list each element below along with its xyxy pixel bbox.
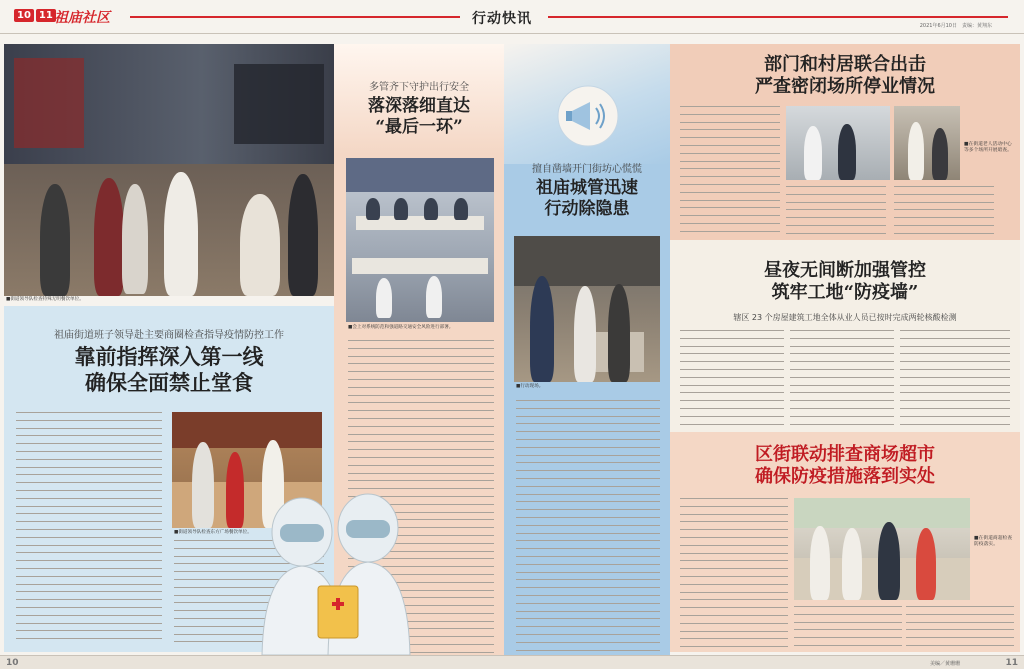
photo-caption: ■行动现场。 [516,384,544,389]
story-headline [686,444,1004,488]
headline-line: “最后一环” [375,116,463,137]
hazmat-workers-illustration [240,490,430,655]
venue-closure-panel [670,44,1020,240]
enforcement-photo [514,236,660,382]
footer-page-number-left: 10 [6,658,19,668]
photo-caption: ■街道领导队检查特殊无明餐饮单位。 [6,297,84,302]
page-number-right: 11 [36,9,56,22]
article-body [790,330,894,426]
photo-caption: ■在街道商超检查防疫落实。 [974,536,1013,547]
footer-editor: 美编／黄珊珊 [929,661,960,667]
story-kicker: 擅自凿墙开门街坊心慌慌 [532,164,642,175]
column-title: 行动快讯 [472,11,532,27]
article-body [894,186,994,236]
page-number-badge [14,9,56,22]
headline-line: 落深落细直达 [368,96,470,116]
header-rule-left [130,16,460,18]
mall-photo [794,498,970,600]
section-name: 祖庙社区 [54,10,110,26]
article-body [680,106,780,234]
story-headline [504,178,670,219]
header-rule-right [548,16,1008,18]
dateline: 2021年6月10日 责编：黄翔东 [919,23,992,29]
headline-line: 靠前指挥深入第一线 [74,344,264,369]
article-body [794,606,902,648]
headline-line: 筑牢工地“防疫墙” [771,281,919,303]
story-kicker: 多管齐下守护出行安全 [369,82,469,93]
headline-line: 祖庙城管迅速 [536,178,638,198]
story-subhead: 辖区 23 个房屋建筑工地全体从业人员已按时完成两轮核酸检测 [733,313,957,322]
urban-management-panel [504,44,670,666]
article-body [906,606,1014,648]
story-headline [334,96,504,137]
photo-caption: ■在街道老人活动中心等多个场所开展暗查。 [964,142,1012,153]
page-header [0,0,1024,34]
headline-line: 确保全面禁止堂食 [85,369,253,395]
headline-line: 区街联动排查商场超市 [755,444,935,465]
construction-panel [670,240,1020,432]
meeting-photo [346,158,494,322]
story-headline [4,344,334,395]
venue-photo-left [786,106,890,180]
story-kicker: 祖庙街道班子领导赴主要商圈检查指导疫情防控工作 [54,330,284,341]
headline-line: 昼夜无间断加强管控 [764,260,926,281]
photo-caption: ■会上对系统防范和强道路交通安全风险进行部署。 [348,325,454,330]
megaphone-icon [556,84,620,148]
photo-caption: ■街道领导队检查东方广场餐饮单位。 [174,530,252,535]
article-body [786,186,886,236]
headline-line: 行动除隐患 [544,198,630,219]
headline-line: 部门和村居联合出击 [764,54,926,75]
article-body [680,498,788,648]
story-headline [686,260,1004,304]
article-body [516,400,660,660]
page-number-left: 10 [14,9,34,22]
story-headline [686,54,1004,98]
inspection-photo-street [4,44,334,296]
page-footer [0,655,1024,669]
article-body [900,330,1010,426]
article-body [680,330,784,426]
headline-line: 严查密闭场所停业情况 [755,75,935,97]
venue-photo-right [894,106,960,180]
headline-line: 确保防疫措施落到实处 [755,465,935,487]
mall-inspection-panel [670,432,1020,652]
footer-page-number-right: 11 [1005,658,1018,668]
article-body [16,412,162,644]
